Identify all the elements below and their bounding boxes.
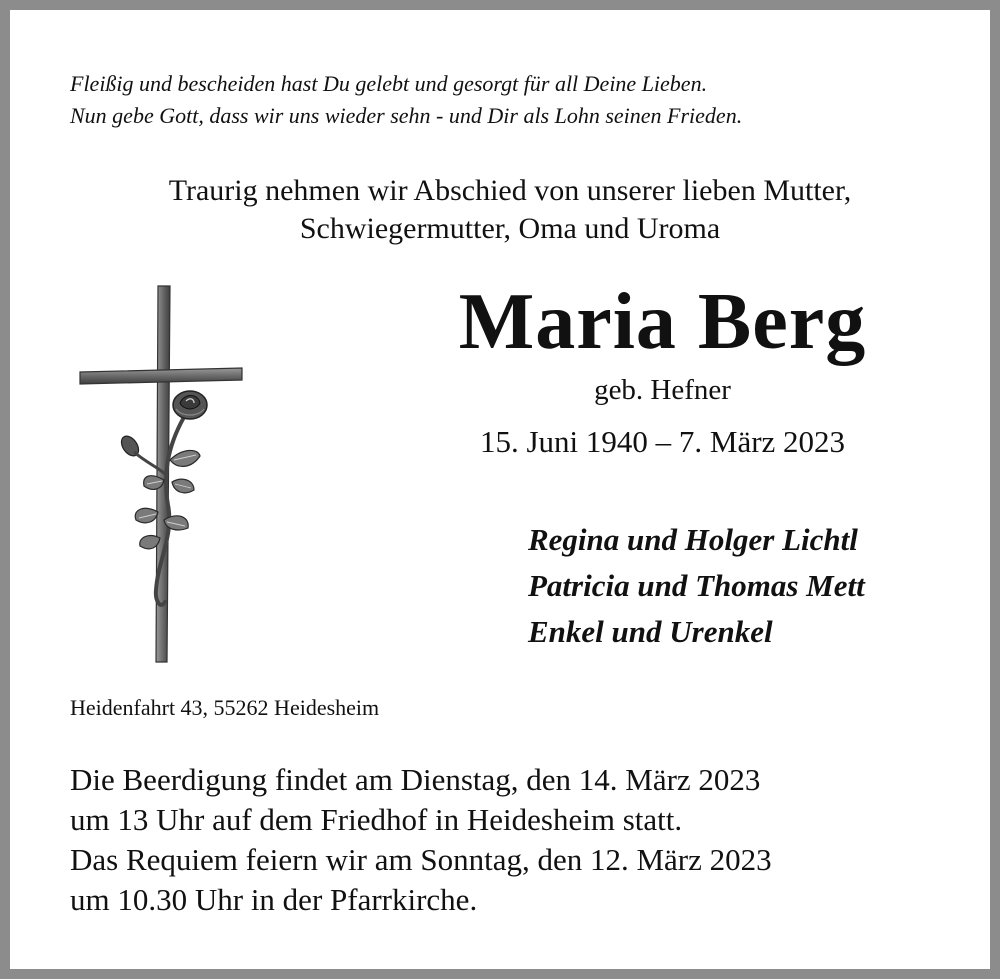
life-dates: 15. Juni 1940 – 7. März 2023 — [479, 424, 846, 459]
funeral-line-2: um 13 Uhr auf dem Friedhof in Heidesheim statt. — [70, 802, 683, 837]
cross-with-rose-icon — [70, 280, 255, 672]
intro-text — [10, 172, 1000, 248]
funeral-details — [70, 760, 970, 920]
deceased-name: Maria Berg — [458, 278, 867, 366]
mourner-line: Patricia und Thomas Mett — [528, 568, 865, 603]
motto-verse — [70, 68, 970, 132]
intro-line-1: Traurig nehmen wir Abschied von unserer lieben Mutter, — [168, 174, 852, 207]
mourner-line: Regina und Holger Lichtl — [528, 522, 858, 557]
family-address: Heidenfahrt 43, 55262 Heidesheim — [70, 695, 380, 720]
funeral-line-3: Das Requiem feiern wir am Sonntag, den 12. März 2023 — [70, 842, 772, 877]
funeral-line-4: um 10.30 Uhr in der Pfarrkirche. — [70, 882, 478, 917]
mourner-line: Enkel und Urenkel — [528, 614, 773, 649]
mourners-list — [528, 517, 978, 655]
motto-line-2: Nun gebe Gott, dass wir uns wieder sehn - und Dir als Lohn seinen Frieden. — [70, 103, 743, 128]
funeral-line-1: Die Beerdigung findet am Dienstag, den 14. März 2023 — [70, 762, 761, 797]
maiden-name: geb. Hefner — [594, 374, 731, 406]
intro-line-2: Schwiegermutter, Oma und Uroma — [299, 212, 721, 245]
motto-line-1: Fleißig und bescheiden hast Du gelebt und gesorgt für all Deine Lieben. — [70, 71, 708, 96]
